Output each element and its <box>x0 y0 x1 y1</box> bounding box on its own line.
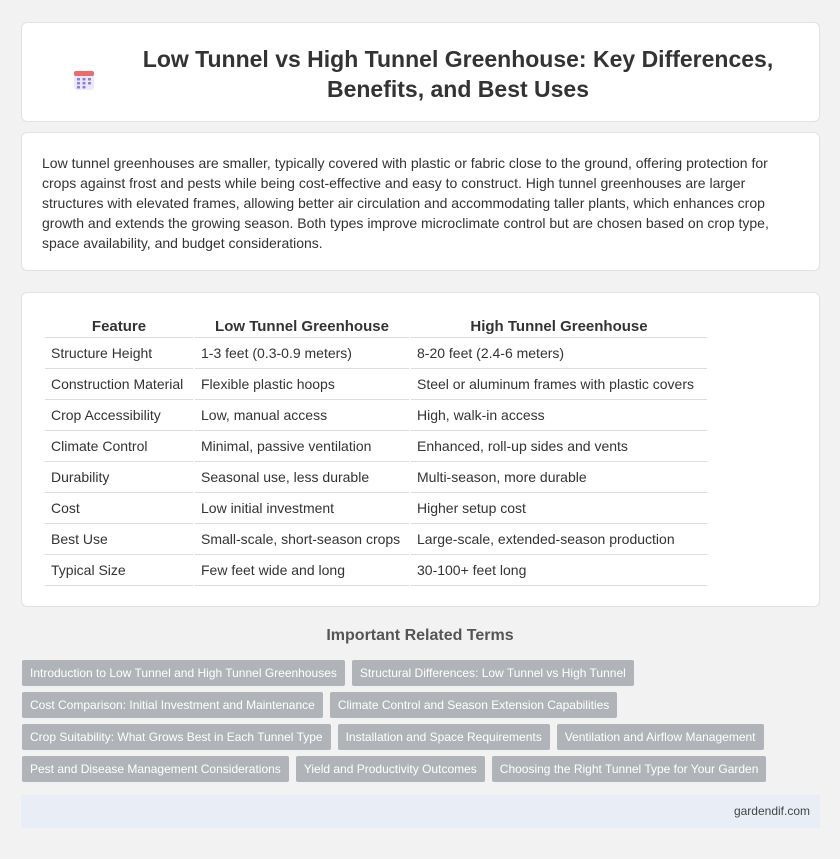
low-tunnel-cell: 1-3 feet (0.3-0.9 meters) <box>195 338 409 369</box>
related-terms-list <box>22 660 782 788</box>
feature-cell: Cost <box>45 493 193 524</box>
header-feature: Feature <box>45 314 193 338</box>
related-term-tag[interactable]: Cost Comparison: Initial Investment and Maintenance <box>22 692 323 718</box>
low-tunnel-cell: Minimal, passive ventilation <box>195 431 409 462</box>
table-row <box>45 493 707 524</box>
table-row <box>45 524 707 555</box>
low-tunnel-cell: Flexible plastic hoops <box>195 369 409 400</box>
high-tunnel-cell: Higher setup cost <box>411 493 707 524</box>
related-term-tag[interactable]: Structural Differences: Low Tunnel vs High Tunnel <box>352 660 634 686</box>
calendar-icon <box>72 68 96 92</box>
table-row <box>45 431 707 462</box>
high-tunnel-cell: Multi-season, more durable <box>411 462 707 493</box>
feature-cell: Best Use <box>45 524 193 555</box>
tag-row <box>22 692 782 718</box>
table-row <box>45 369 707 400</box>
high-tunnel-cell: Enhanced, roll-up sides and vents <box>411 431 707 462</box>
table-row <box>45 462 707 493</box>
related-term-tag[interactable]: Ventilation and Airflow Management <box>557 724 764 750</box>
header-high-tunnel: High Tunnel Greenhouse <box>411 314 707 338</box>
footer <box>21 795 820 828</box>
feature-cell: Construction Material <box>45 369 193 400</box>
table-row <box>45 400 707 431</box>
related-term-tag[interactable]: Installation and Space Requirements <box>338 724 550 750</box>
comparison-card <box>21 292 820 607</box>
header-low-tunnel: Low Tunnel Greenhouse <box>195 314 409 338</box>
related-terms-heading: Important Related Terms <box>326 627 514 644</box>
low-tunnel-cell: Small-scale, short-season crops <box>195 524 409 555</box>
table-header-row <box>45 314 707 338</box>
feature-cell: Structure Height <box>45 338 193 369</box>
low-tunnel-cell: Seasonal use, less durable <box>195 462 409 493</box>
related-term-tag[interactable]: Choosing the Right Tunnel Type for Your Garden <box>492 756 767 782</box>
high-tunnel-cell: High, walk-in access <box>411 400 707 431</box>
title-card <box>21 22 820 122</box>
related-term-tag[interactable]: Climate Control and Season Extension Capabilities <box>330 692 617 718</box>
table-row <box>45 555 707 586</box>
feature-cell: Durability <box>45 462 193 493</box>
low-tunnel-cell: Low initial investment <box>195 493 409 524</box>
intro-paragraph: Low tunnel greenhouses are smaller, typically covered with plastic or fabric close to the ground, offering protection for crops against frost and pests while being cost-effective and easy to construct. High tunnel greenhouses are larger structures with elevated frames, allowing better air circulation and accommodating taller plants, which enhances crop growth and extends the growing season. Both types improve microclimate control but are chosen based on crop type, space availability, and budget considerations. <box>42 155 769 251</box>
tag-row <box>22 756 782 782</box>
feature-cell: Crop Accessibility <box>45 400 193 431</box>
feature-cell: Climate Control <box>45 431 193 462</box>
intro-card <box>21 132 820 271</box>
high-tunnel-cell: 8-20 feet (2.4-6 meters) <box>411 338 707 369</box>
high-tunnel-cell: Steel or aluminum frames with plastic covers <box>411 369 707 400</box>
related-term-tag[interactable]: Pest and Disease Management Considerations <box>22 756 289 782</box>
table-row <box>45 338 707 369</box>
tag-row <box>22 660 782 686</box>
low-tunnel-cell: Low, manual access <box>195 400 409 431</box>
low-tunnel-cell: Few feet wide and long <box>195 555 409 586</box>
feature-cell: Typical Size <box>45 555 193 586</box>
related-term-tag[interactable]: Crop Suitability: What Grows Best in Each Tunnel Type <box>22 724 331 750</box>
related-term-tag[interactable]: Introduction to Low Tunnel and High Tunnel Greenhouses <box>22 660 345 686</box>
related-term-tag[interactable]: Yield and Productivity Outcomes <box>296 756 485 782</box>
high-tunnel-cell: Large-scale, extended-season production <box>411 524 707 555</box>
tag-row <box>22 724 782 750</box>
comparison-table <box>43 314 709 586</box>
high-tunnel-cell: 30-100+ feet long <box>411 555 707 586</box>
site-link[interactable]: gardendif.com <box>733 804 810 818</box>
page-title: Low Tunnel vs High Tunnel Greenhouse: Key Differences, Benefits, and Best Uses <box>142 46 774 102</box>
